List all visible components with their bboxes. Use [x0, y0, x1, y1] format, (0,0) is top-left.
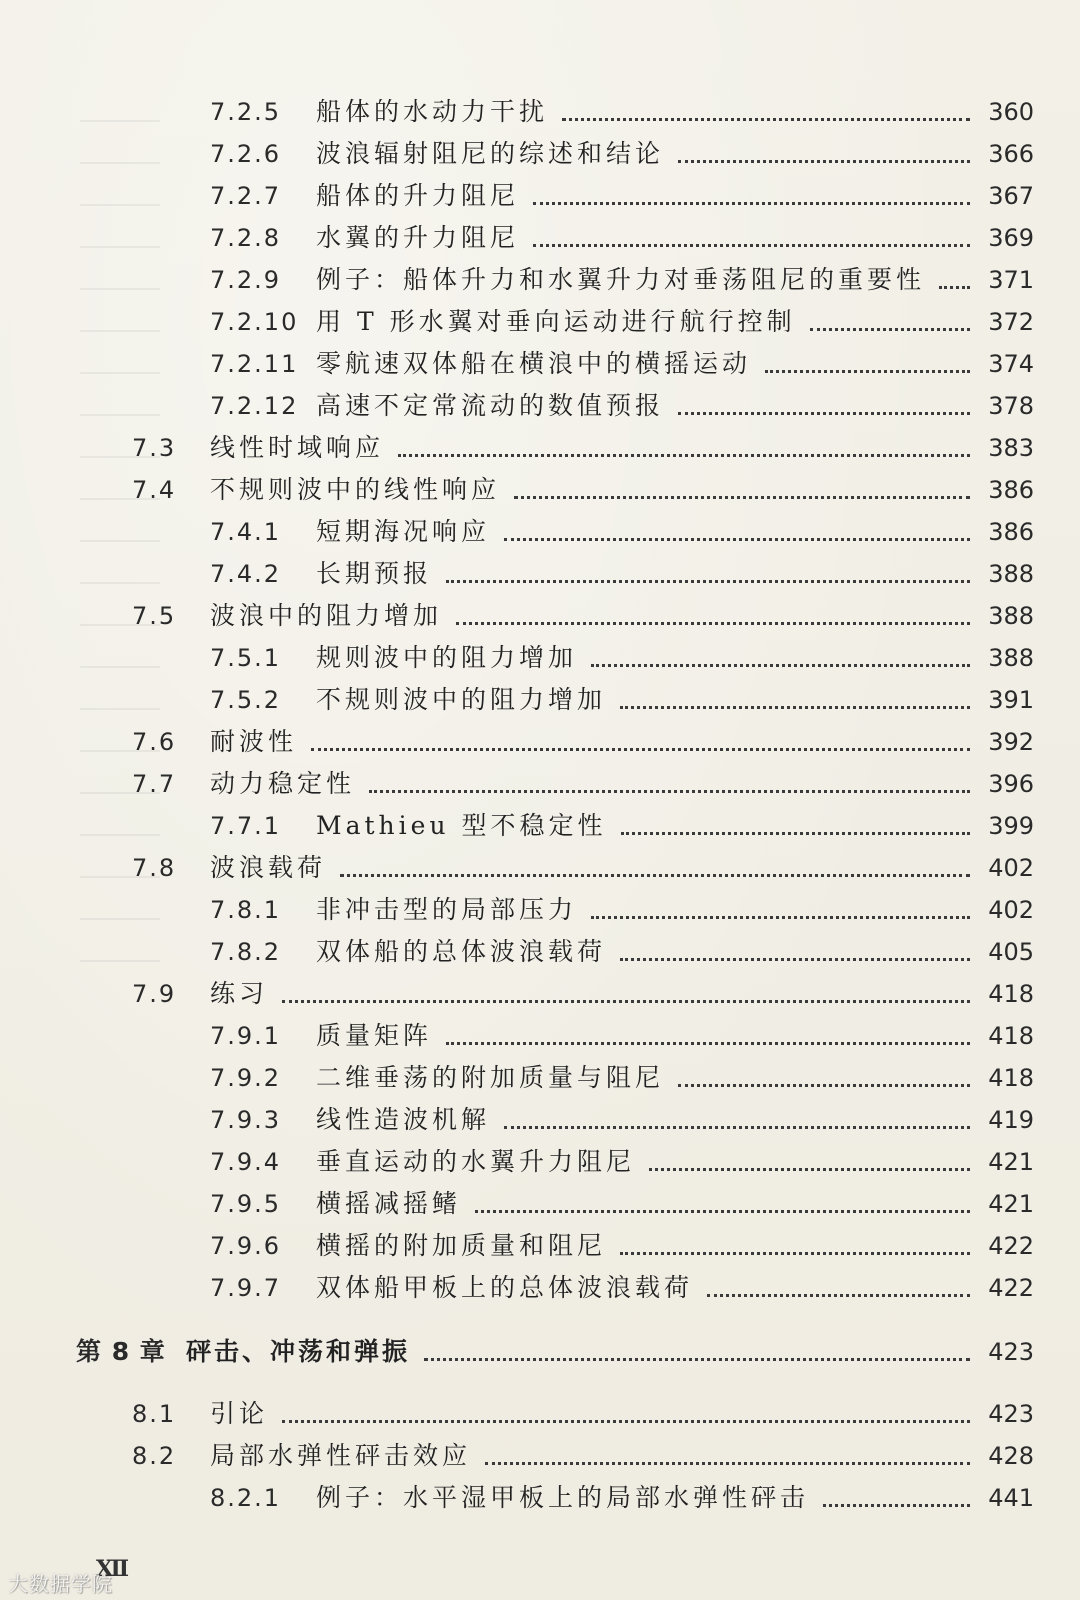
toc-entry-title: 波浪辐射阻尼的综述和结论: [316, 139, 665, 168]
dot-leader: [591, 664, 970, 667]
toc-entry-number: 7.2.10: [210, 308, 299, 336]
toc-entry-number: 7.5: [132, 602, 177, 630]
toc-entry: [0, 890, 1080, 930]
toc-entry: [0, 554, 1080, 594]
dot-leader: [620, 958, 970, 961]
toc-entry-page: 405: [988, 938, 1034, 966]
dot-leader: [504, 1126, 970, 1129]
toc-entry-title: 规则波中的阻力增加: [316, 643, 578, 672]
toc-entry: [0, 932, 1080, 972]
dot-leader: [398, 454, 970, 457]
toc-entry: [0, 302, 1080, 342]
toc-entry-title: 零航速双体船在横浪中的横摇运动: [316, 349, 752, 378]
toc-entry-page: 388: [988, 644, 1034, 672]
dot-leader: [446, 1042, 970, 1045]
toc-entry-page: 402: [988, 896, 1034, 924]
toc-entry-number: 7.8.1: [210, 896, 282, 924]
toc-entry-title: 波浪中的阻力增加: [210, 601, 443, 630]
dot-leader: [446, 580, 970, 583]
toc-entry: [0, 428, 1080, 468]
toc-entry: [0, 1394, 1080, 1434]
toc-entry-page: 374: [988, 350, 1034, 378]
dot-leader: [620, 706, 970, 709]
dot-leader: [475, 1210, 970, 1213]
toc-entry-title: 不规则波中的线性响应: [210, 475, 501, 504]
toc-entry-number: 7.7: [132, 770, 177, 798]
toc-entry-page: 386: [988, 476, 1034, 504]
toc-entry: [0, 260, 1080, 300]
toc-entry-title: Mathieu 型不稳定性: [316, 811, 607, 840]
toc-entry-title: 双体船的总体波浪载荷: [316, 937, 607, 966]
watermark-text: 大数据学院: [8, 1572, 113, 1596]
toc-entry-title: 局部水弹性砰击效应: [210, 1441, 472, 1470]
toc-entry-page: 428: [988, 1442, 1034, 1470]
toc-entry-page: 392: [988, 728, 1034, 756]
toc-entry-page: 386: [988, 518, 1034, 546]
dot-leader: [621, 832, 970, 835]
toc-entry-title: 非冲击型的局部压力: [316, 895, 578, 924]
dot-leader: [340, 874, 970, 877]
toc-entry-title: 线性造波机解: [316, 1105, 491, 1134]
toc-entry-number: 7.2.11: [210, 350, 299, 378]
dot-leader: [282, 1420, 970, 1423]
dot-leader: [485, 1462, 970, 1465]
dot-leader: [620, 1252, 970, 1255]
dot-leader: [823, 1504, 970, 1507]
toc-entry: [0, 596, 1080, 636]
toc-entry-number: 7.9.6: [210, 1232, 282, 1260]
toc-entry: [0, 680, 1080, 720]
toc-entry: [0, 92, 1080, 132]
toc-entry-page: 423: [988, 1400, 1034, 1428]
toc-entry-page: 391: [988, 686, 1034, 714]
toc-entry-number: 7.9.7: [210, 1274, 282, 1302]
toc-entry-number: 7.7.1: [210, 812, 282, 840]
dot-leader: [311, 748, 970, 751]
toc-entry-title: 不规则波中的阻力增加: [316, 685, 607, 714]
toc-entry: [0, 638, 1080, 678]
toc-entry-page: 378: [988, 392, 1034, 420]
dot-leader: [591, 916, 970, 919]
toc-entry-page: 422: [988, 1274, 1034, 1302]
toc-entry-page: 441: [988, 1484, 1034, 1512]
toc-entry-number: 7.8: [132, 854, 177, 882]
toc-entry-page: 399: [988, 812, 1034, 840]
dot-leader: [678, 1084, 970, 1087]
toc-entry: [0, 722, 1080, 762]
toc-entry-title: 引论: [210, 1399, 269, 1428]
dot-leader: [456, 622, 970, 625]
toc-entry-number: 7.5.1: [210, 644, 282, 672]
toc-entry-title: 质量矩阵: [316, 1021, 433, 1050]
toc-entry: [0, 134, 1080, 174]
dot-leader: [678, 412, 970, 415]
toc-entry-number: 7.2.7: [210, 182, 282, 210]
toc-entry-number: 8.1: [132, 1400, 177, 1428]
toc-entry-page: 421: [988, 1148, 1034, 1176]
toc-entry: [0, 1478, 1080, 1518]
toc-entry-title: 船体的升力阻尼: [316, 181, 520, 210]
toc-entry-title: 水翼的升力阻尼: [316, 223, 520, 252]
toc-entry-number: 7.2.9: [210, 266, 282, 294]
dot-leader: [282, 1000, 970, 1003]
toc-entry-page: 396: [988, 770, 1034, 798]
toc-entry: [0, 512, 1080, 552]
toc-entry-page: 388: [988, 602, 1034, 630]
toc-entry-page: 421: [988, 1190, 1034, 1218]
toc-entry-page: 419: [988, 1106, 1034, 1134]
toc-entry: [0, 1268, 1080, 1308]
toc-entry-page: 369: [988, 224, 1034, 252]
dot-leader: [424, 1358, 970, 1361]
toc-entry-number: 7.9.1: [210, 1022, 282, 1050]
toc-entry-title: 垂直运动的水翼升力阻尼: [316, 1147, 636, 1176]
toc-entry-number: 7.9.5: [210, 1190, 282, 1218]
toc-entry-number: 7.4: [132, 476, 177, 504]
toc-entry-page: 388: [988, 560, 1034, 588]
toc-entry: [0, 344, 1080, 384]
toc-entry: [0, 1436, 1080, 1476]
toc-entry-title: 船体的水动力干扰: [316, 97, 549, 126]
toc-entry-number: 7.2.5: [210, 98, 282, 126]
dot-leader: [678, 160, 970, 163]
toc-entry: [0, 1058, 1080, 1098]
toc-entry-number: 7.9.3: [210, 1106, 282, 1134]
toc-entry: [0, 1016, 1080, 1056]
toc-entry-number: 7.4.1: [210, 518, 282, 546]
toc-entry-title: 短期海况响应: [316, 517, 491, 546]
toc-entry-title: 耐波性: [210, 727, 298, 756]
dot-leader: [514, 496, 970, 499]
toc-entry-number: 7.3: [132, 434, 177, 462]
toc-entry-page: 366: [988, 140, 1034, 168]
toc-entry-page: 418: [988, 980, 1034, 1008]
toc-entry-title: 二维垂荡的附加质量与阻尼: [316, 1063, 665, 1092]
toc-entry: [0, 806, 1080, 846]
dot-leader: [707, 1294, 970, 1297]
toc-entry: [0, 218, 1080, 258]
toc-entry-title: 例子：水平湿甲板上的局部水弹性砰击: [316, 1483, 810, 1512]
toc-entry-number: 第 8 章: [76, 1337, 166, 1366]
toc-entry-page: 383: [988, 434, 1034, 462]
toc-entry-title: 横摇的附加质量和阻尼: [316, 1231, 607, 1260]
toc-entry-page: 402: [988, 854, 1034, 882]
toc-entry: [0, 386, 1080, 426]
dot-leader: [810, 328, 970, 331]
toc-entry-page: 418: [988, 1022, 1034, 1050]
toc-entry-title: 波浪载荷: [210, 853, 327, 882]
toc-entry-title: 砰击、冲荡和弹振: [186, 1337, 411, 1366]
dot-leader: [504, 538, 970, 541]
toc-entry-number: 8.2: [132, 1442, 177, 1470]
toc-entry: [0, 1226, 1080, 1266]
dot-leader: [562, 118, 970, 121]
toc-chapter-row: [0, 1332, 1080, 1372]
toc-entry-title: 双体船甲板上的总体波浪载荷: [316, 1273, 694, 1302]
dot-leader: [533, 244, 970, 247]
toc-entry-page: 372: [988, 308, 1034, 336]
toc-entry-number: 7.5.2: [210, 686, 282, 714]
toc-entry: [0, 974, 1080, 1014]
toc-entry-title: 线性时域响应: [210, 433, 385, 462]
toc-entry: [0, 470, 1080, 510]
toc-entry-page: 418: [988, 1064, 1034, 1092]
dot-leader: [939, 286, 970, 289]
toc-entry: [0, 764, 1080, 804]
toc-entry-page: 423: [988, 1338, 1034, 1366]
toc-entry-title: 动力稳定性: [210, 769, 356, 798]
toc-entry-title: 练习: [210, 979, 269, 1008]
toc-entry-number: 7.9.4: [210, 1148, 282, 1176]
toc-entry-title: 高速不定常流动的数值预报: [316, 391, 665, 420]
toc-entry-page: 422: [988, 1232, 1034, 1260]
dot-leader: [765, 370, 970, 373]
toc-entry-number: 7.2.8: [210, 224, 282, 252]
dot-leader: [649, 1168, 970, 1171]
toc-entry-page: 371: [988, 266, 1034, 294]
toc-entry-title: 用 T 形水翼对垂向运动进行航行控制: [316, 307, 796, 336]
toc-entry-number: 7.4.2: [210, 560, 282, 588]
toc-entry-number: 7.2.12: [210, 392, 299, 420]
toc-entry: [0, 1184, 1080, 1224]
dot-leader: [533, 202, 970, 205]
toc-entry: [0, 848, 1080, 888]
toc-entry: [0, 1142, 1080, 1182]
toc-entry-page: 367: [988, 182, 1034, 210]
toc-entry: [0, 176, 1080, 216]
toc-entry-number: 7.9: [132, 980, 177, 1008]
toc-entry-title: 例子：船体升力和水翼升力对垂荡阻尼的重要性: [316, 265, 926, 294]
toc-entry-number: 7.8.2: [210, 938, 282, 966]
toc-entry-number: 8.2.1: [210, 1484, 282, 1512]
toc-entry-number: 7.2.6: [210, 140, 282, 168]
toc-entry-title: 长期预报: [316, 559, 433, 588]
toc-entry-number: 7.9.2: [210, 1064, 282, 1092]
page-number-roman: Ⅻ: [96, 1556, 129, 1582]
toc-entry-title: 横摇减摇鳍: [316, 1189, 462, 1218]
toc-entry: [0, 1100, 1080, 1140]
toc-entry-page: 360: [988, 98, 1034, 126]
dot-leader: [369, 790, 970, 793]
toc-entry-number: 7.6: [132, 728, 177, 756]
